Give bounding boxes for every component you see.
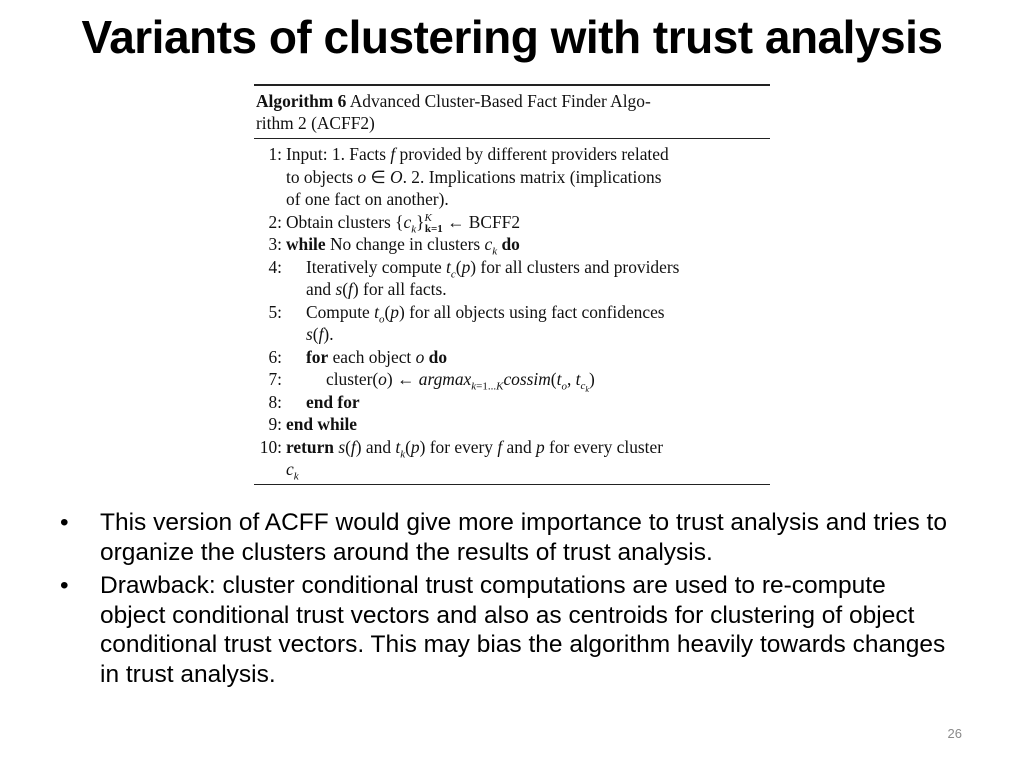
slide-title: Variants of clustering with trust analysis <box>81 11 943 63</box>
algorithm-line <box>254 143 770 166</box>
bullet-marker: • <box>60 572 69 599</box>
line-number: 7: <box>268 369 282 389</box>
line-number: 5: <box>268 301 282 322</box>
bullet-item <box>60 508 950 567</box>
line-text: $c_k$ <box>286 459 299 483</box>
line-number: 4: <box>268 256 282 277</box>
line-text: to objects o ∈ O. 2. Implications matrix (implications <box>286 166 662 187</box>
algorithm-line <box>254 188 770 211</box>
algorithm-name: Advanced Cluster-Based Fact Finder Algo- rithm 2 (ACFF2) <box>256 91 651 133</box>
line-text: cluster(o) ← $argmax_{k=1...K}cossim(t_o$, $t_{c_k}$) <box>326 369 595 395</box>
algorithm-line <box>254 323 770 346</box>
line-number: 3: <box>268 234 282 254</box>
line-text: end for <box>306 391 360 412</box>
bullet-list <box>60 508 950 693</box>
line-text: for each object o do <box>306 346 448 367</box>
algorithm-line <box>254 436 770 459</box>
line-text: Obtain clusters $\{c_k\}^K_{k=1}$ ← BCFF2 <box>286 211 521 235</box>
line-text: s(f). <box>306 324 334 344</box>
algorithm-line <box>254 413 770 436</box>
algorithm-line <box>254 233 770 256</box>
line-number: 10: <box>259 436 282 457</box>
line-number: 9: <box>268 414 282 435</box>
line-text: Compute $t_o(p)$ for all objects using fact confidences <box>306 301 665 325</box>
line-text: return s(f) and $t_k(p)$ for every f and p for every cluster <box>286 436 663 461</box>
bullet-text: Drawback: cluster conditional trust computations are used to re-compute object conditional trust vectors and also as centroids for clustering of object conditional trust vectors. This may bias the algorithm heavily towards changes in trust analysis. <box>100 572 946 688</box>
algorithm-line <box>254 368 770 395</box>
algorithm-body <box>254 139 770 484</box>
algorithm-line <box>254 211 770 234</box>
line-number: 8: <box>268 391 282 412</box>
algorithm-line <box>254 278 770 301</box>
algorithm-line <box>254 391 770 414</box>
page-number: 26 <box>947 726 962 741</box>
line-number: 6: <box>268 346 282 367</box>
line-text: Iteratively compute $t_c(p)$ for all clusters and providers <box>306 256 680 280</box>
line-text: end while <box>286 414 358 435</box>
bullet-marker: • <box>60 509 69 536</box>
bottom-rule <box>254 484 770 485</box>
bullet-text: This version of ACFF would give more importance to trust analysis and tries to organize the clusters around the results of trust analysis. <box>100 509 947 566</box>
algorithm-line <box>254 346 770 369</box>
algorithm-line <box>254 458 770 481</box>
line-number: 1: <box>268 144 282 164</box>
algorithm-label: Algorithm 6 <box>256 91 347 111</box>
line-text: of one fact on another). <box>286 189 449 209</box>
algorithm-caption <box>254 86 770 138</box>
algorithm-line <box>254 166 770 189</box>
line-number: 2: <box>268 211 282 232</box>
algorithm-line <box>254 301 770 324</box>
algorithm-box <box>254 84 770 485</box>
bullet-item <box>60 571 950 689</box>
algorithm-line <box>254 256 770 279</box>
line-text: Input: 1. Facts f provided by different providers related <box>286 144 669 164</box>
line-text: and s(f) for all facts. <box>306 279 447 299</box>
line-text: while No change in clusters $c_k$ do <box>286 234 520 258</box>
